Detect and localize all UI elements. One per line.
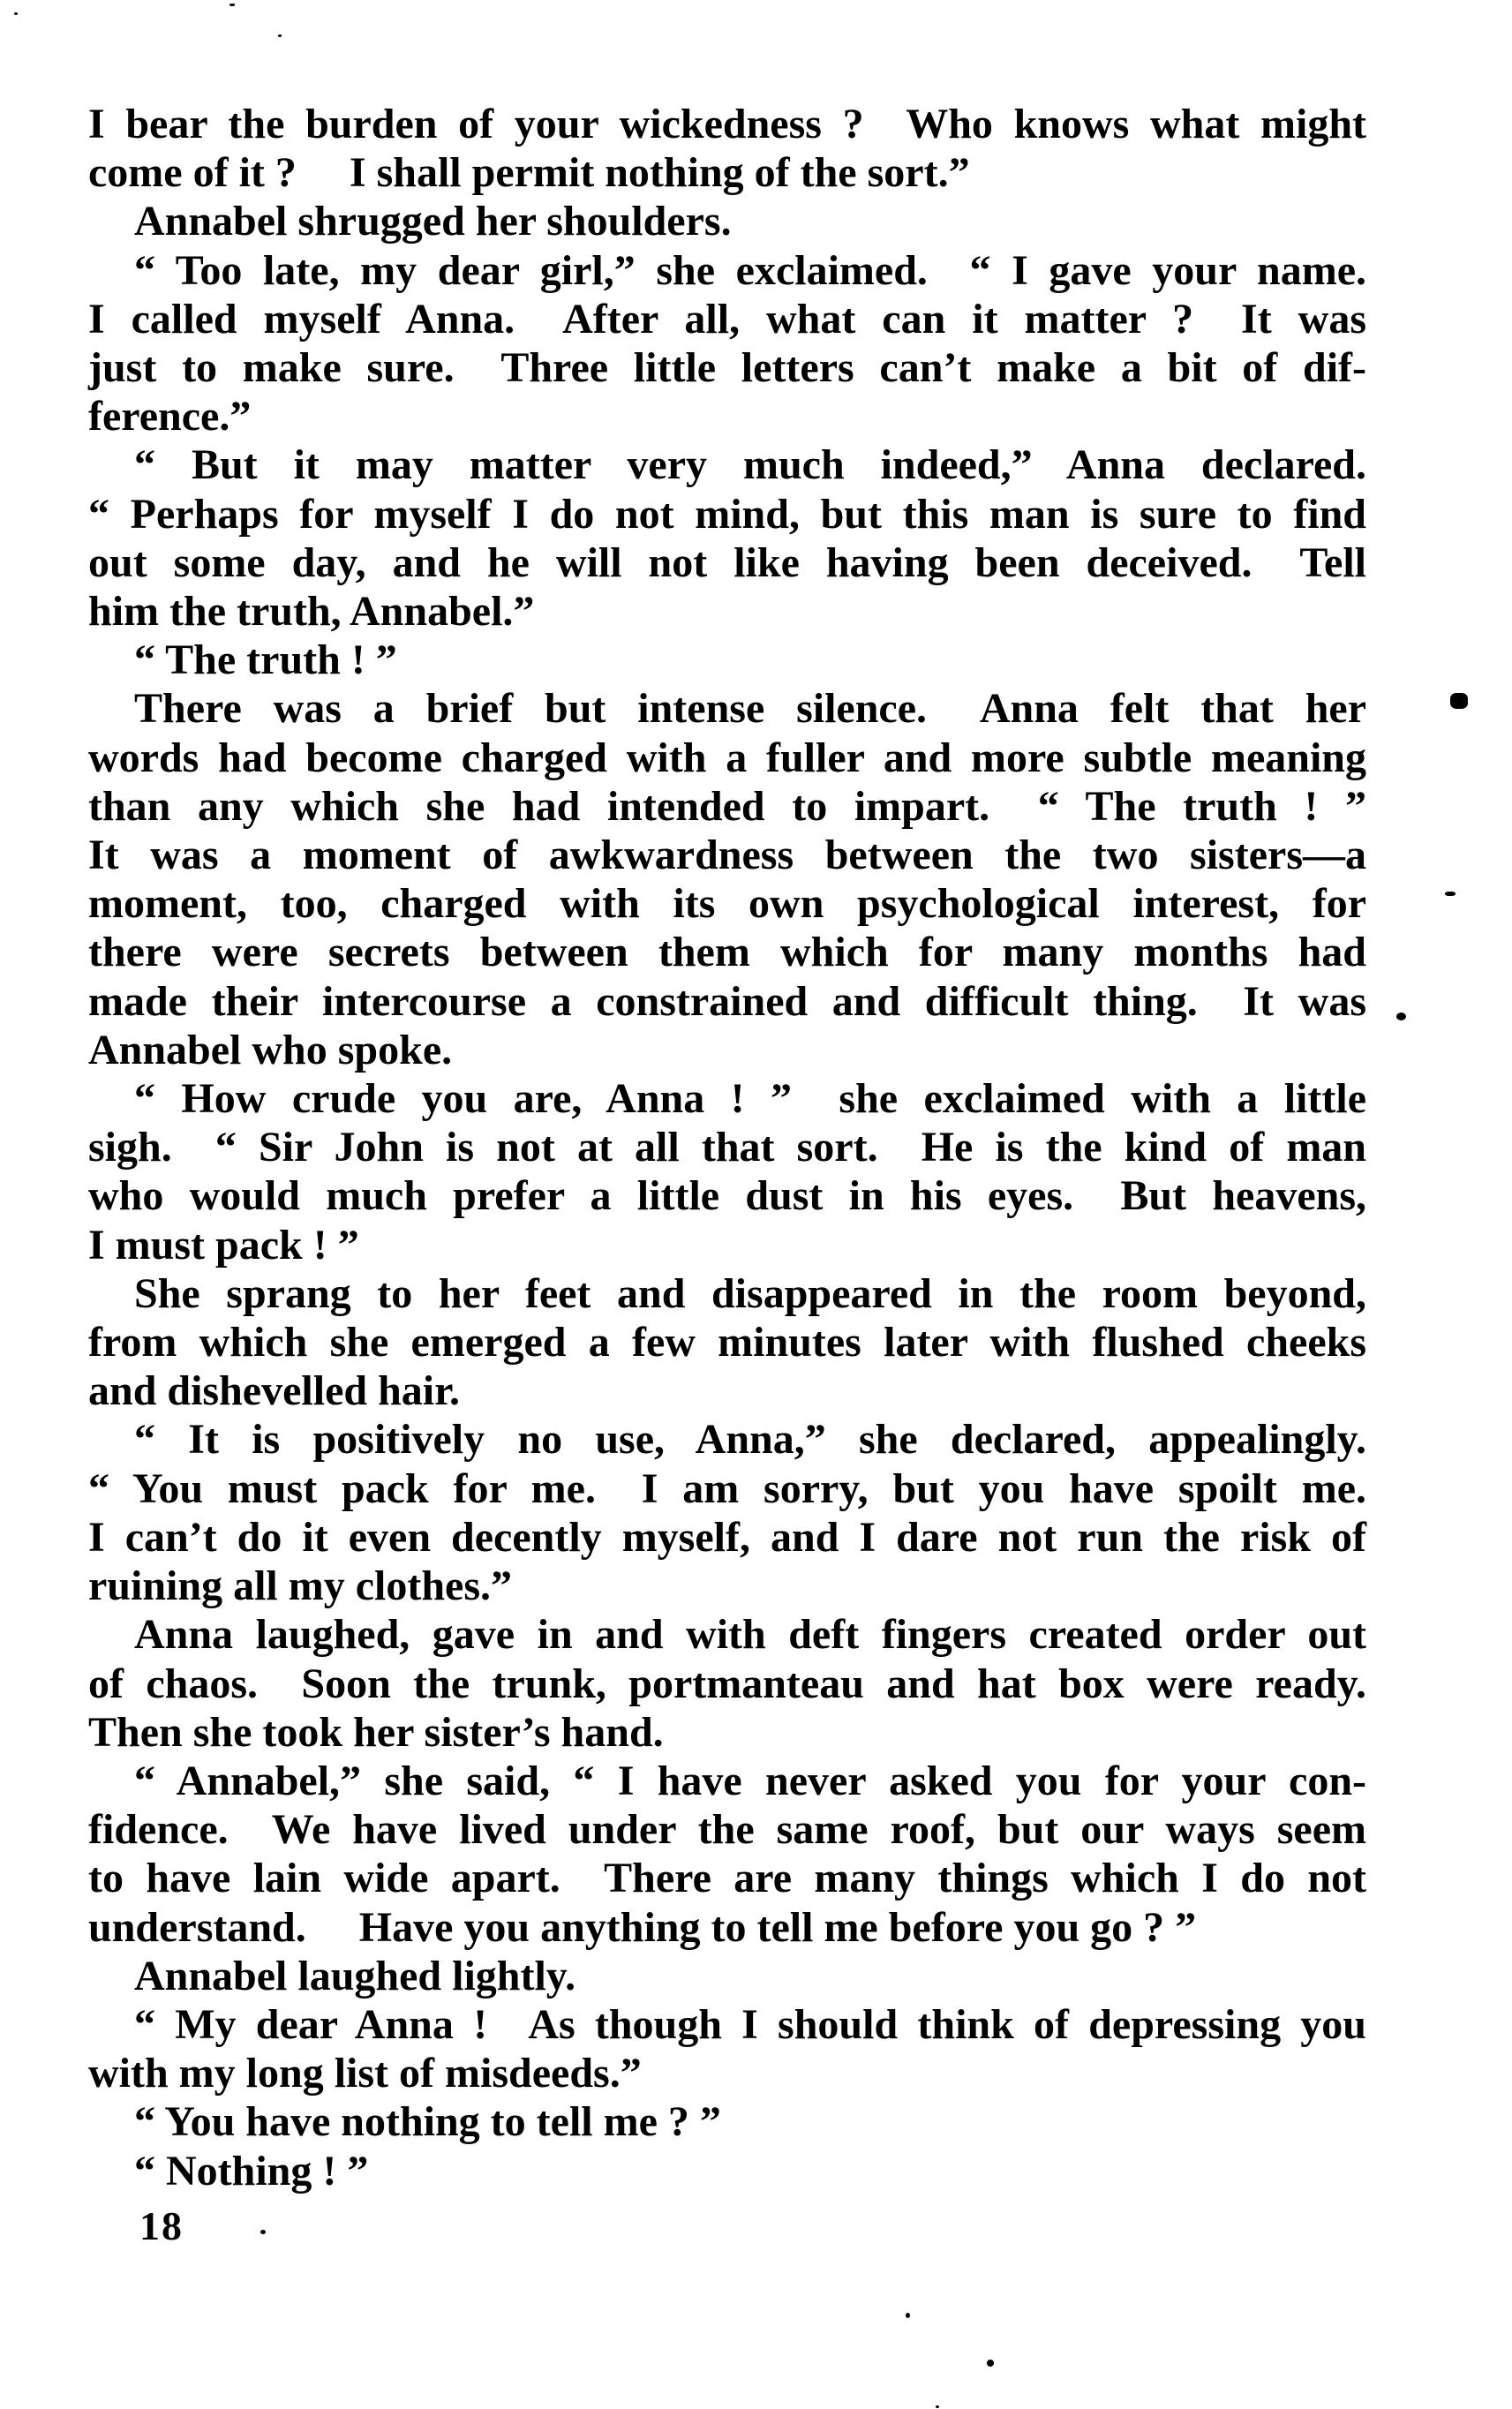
text-line: I bear the burden of your wickedness ? Who knows what might xyxy=(88,101,1366,147)
text-line: out some day, and he will not like having been deceived. Tell xyxy=(88,538,1366,586)
text-line: sigh. “ Sir John is not at all that sort. He is the kind of man xyxy=(88,1124,1366,1171)
text-line: It was a moment of awkwardness between the two sisters—a xyxy=(88,832,1366,879)
text-line: to have lain wide apart. There are many things which I do not xyxy=(88,1855,1366,1902)
text-line: from which she emerged a few minutes later with flushed cheeks xyxy=(88,1319,1366,1366)
ink-speck xyxy=(278,34,282,37)
text-line: just to make sure. Three little letters can’t make a bit of dif- xyxy=(88,344,1366,392)
ink-speck xyxy=(906,2313,910,2318)
ink-speck xyxy=(14,12,18,15)
text-line: I must pack ! ” xyxy=(88,1221,359,1268)
text-line: “ Too late, my dear girl,” she exclaimed. “ I gave your name. xyxy=(134,246,1366,294)
text-line: ference.” xyxy=(88,393,252,440)
text-line: come of it ? I shall permit nothing of the sort.” xyxy=(88,149,970,197)
text-line: “ Nothing ! ” xyxy=(134,2147,369,2194)
text-line: of chaos. Soon the trunk, portmanteau and hat box were ready. xyxy=(88,1660,1366,1707)
ink-speck xyxy=(1450,693,1468,709)
text-line: with my long list of misdeeds.” xyxy=(88,2050,642,2097)
page-text xyxy=(88,100,1366,2195)
text-line: and dishevelled hair. xyxy=(88,1367,461,1415)
text-line: Anna laughed, gave in and with deft fingers created order out xyxy=(134,1611,1366,1659)
text-line: him the truth, Annabel.” xyxy=(88,588,535,636)
text-line: “ The truth ! ” xyxy=(134,636,397,684)
text-line: Then she took her sister’s hand. xyxy=(88,1708,664,1756)
text-line: understand. Have you anything to tell me before you go ? ” xyxy=(88,1903,1197,1951)
text-line: “ How crude you are, Anna ! ” she exclaimed with a little xyxy=(134,1075,1366,1123)
ink-speck xyxy=(987,2360,994,2367)
text-line: I can’t do it even decently myself, and I dare not run the risk of xyxy=(88,1513,1366,1561)
text-line: there were secrets between them which for many months had xyxy=(88,929,1366,976)
text-line: fidence. We have lived under the same roof, but our ways seem xyxy=(88,1806,1366,1854)
ink-speck xyxy=(229,4,235,6)
text-line: “ But it may matter very much indeed,” Anna declared. xyxy=(134,441,1366,489)
ink-speck xyxy=(936,2405,939,2408)
text-line: moment, too, charged with its own psychological interest, for xyxy=(88,880,1366,928)
text-line: Annabel who spoke. xyxy=(88,1026,453,1073)
text-line: Annabel laughed lightly. xyxy=(134,1952,576,1999)
text-line: “ It is positively no use, Anna,” she declared, appealingly. xyxy=(134,1416,1366,1464)
text-line: who would much prefer a little dust in his eyes. But heavens, xyxy=(88,1172,1366,1220)
text-line: “ Perhaps for myself I do not mind, but this man is sure to find xyxy=(88,490,1366,538)
text-line: made their intercourse a constrained and difficult thing. It was xyxy=(88,977,1366,1025)
ink-speck xyxy=(1396,1013,1406,1020)
text-line: “ Annabel,” she said, “ I have never asked you for your con- xyxy=(134,1757,1366,1804)
text-line: “ My dear Anna ! As though I should think of depressing you xyxy=(134,2000,1366,2048)
text-line: “ You have nothing to tell me ? ” xyxy=(134,2098,721,2146)
text-line: She sprang to her feet and disappeared in the room beyond, xyxy=(134,1269,1366,1317)
text-line: than any which she had intended to impart. “ The truth ! ” xyxy=(88,782,1366,830)
page-number: 18 xyxy=(139,2203,184,2248)
text-line: Annabel shrugged her shoulders. xyxy=(134,198,732,245)
ink-speck xyxy=(1445,892,1456,896)
text-line: words had become charged with a fuller and more subtle meaning xyxy=(88,734,1366,781)
text-line: ruining all my clothes.” xyxy=(88,1562,513,1610)
text-line: I called myself Anna. After all, what can it matter ? It was xyxy=(88,295,1366,343)
ink-speck xyxy=(260,2230,266,2234)
text-line: “ You must pack for me. I am sorry, but you have spoilt me. xyxy=(88,1464,1366,1512)
text-line: There was a brief but intense silence. Anna felt that her xyxy=(134,685,1366,733)
